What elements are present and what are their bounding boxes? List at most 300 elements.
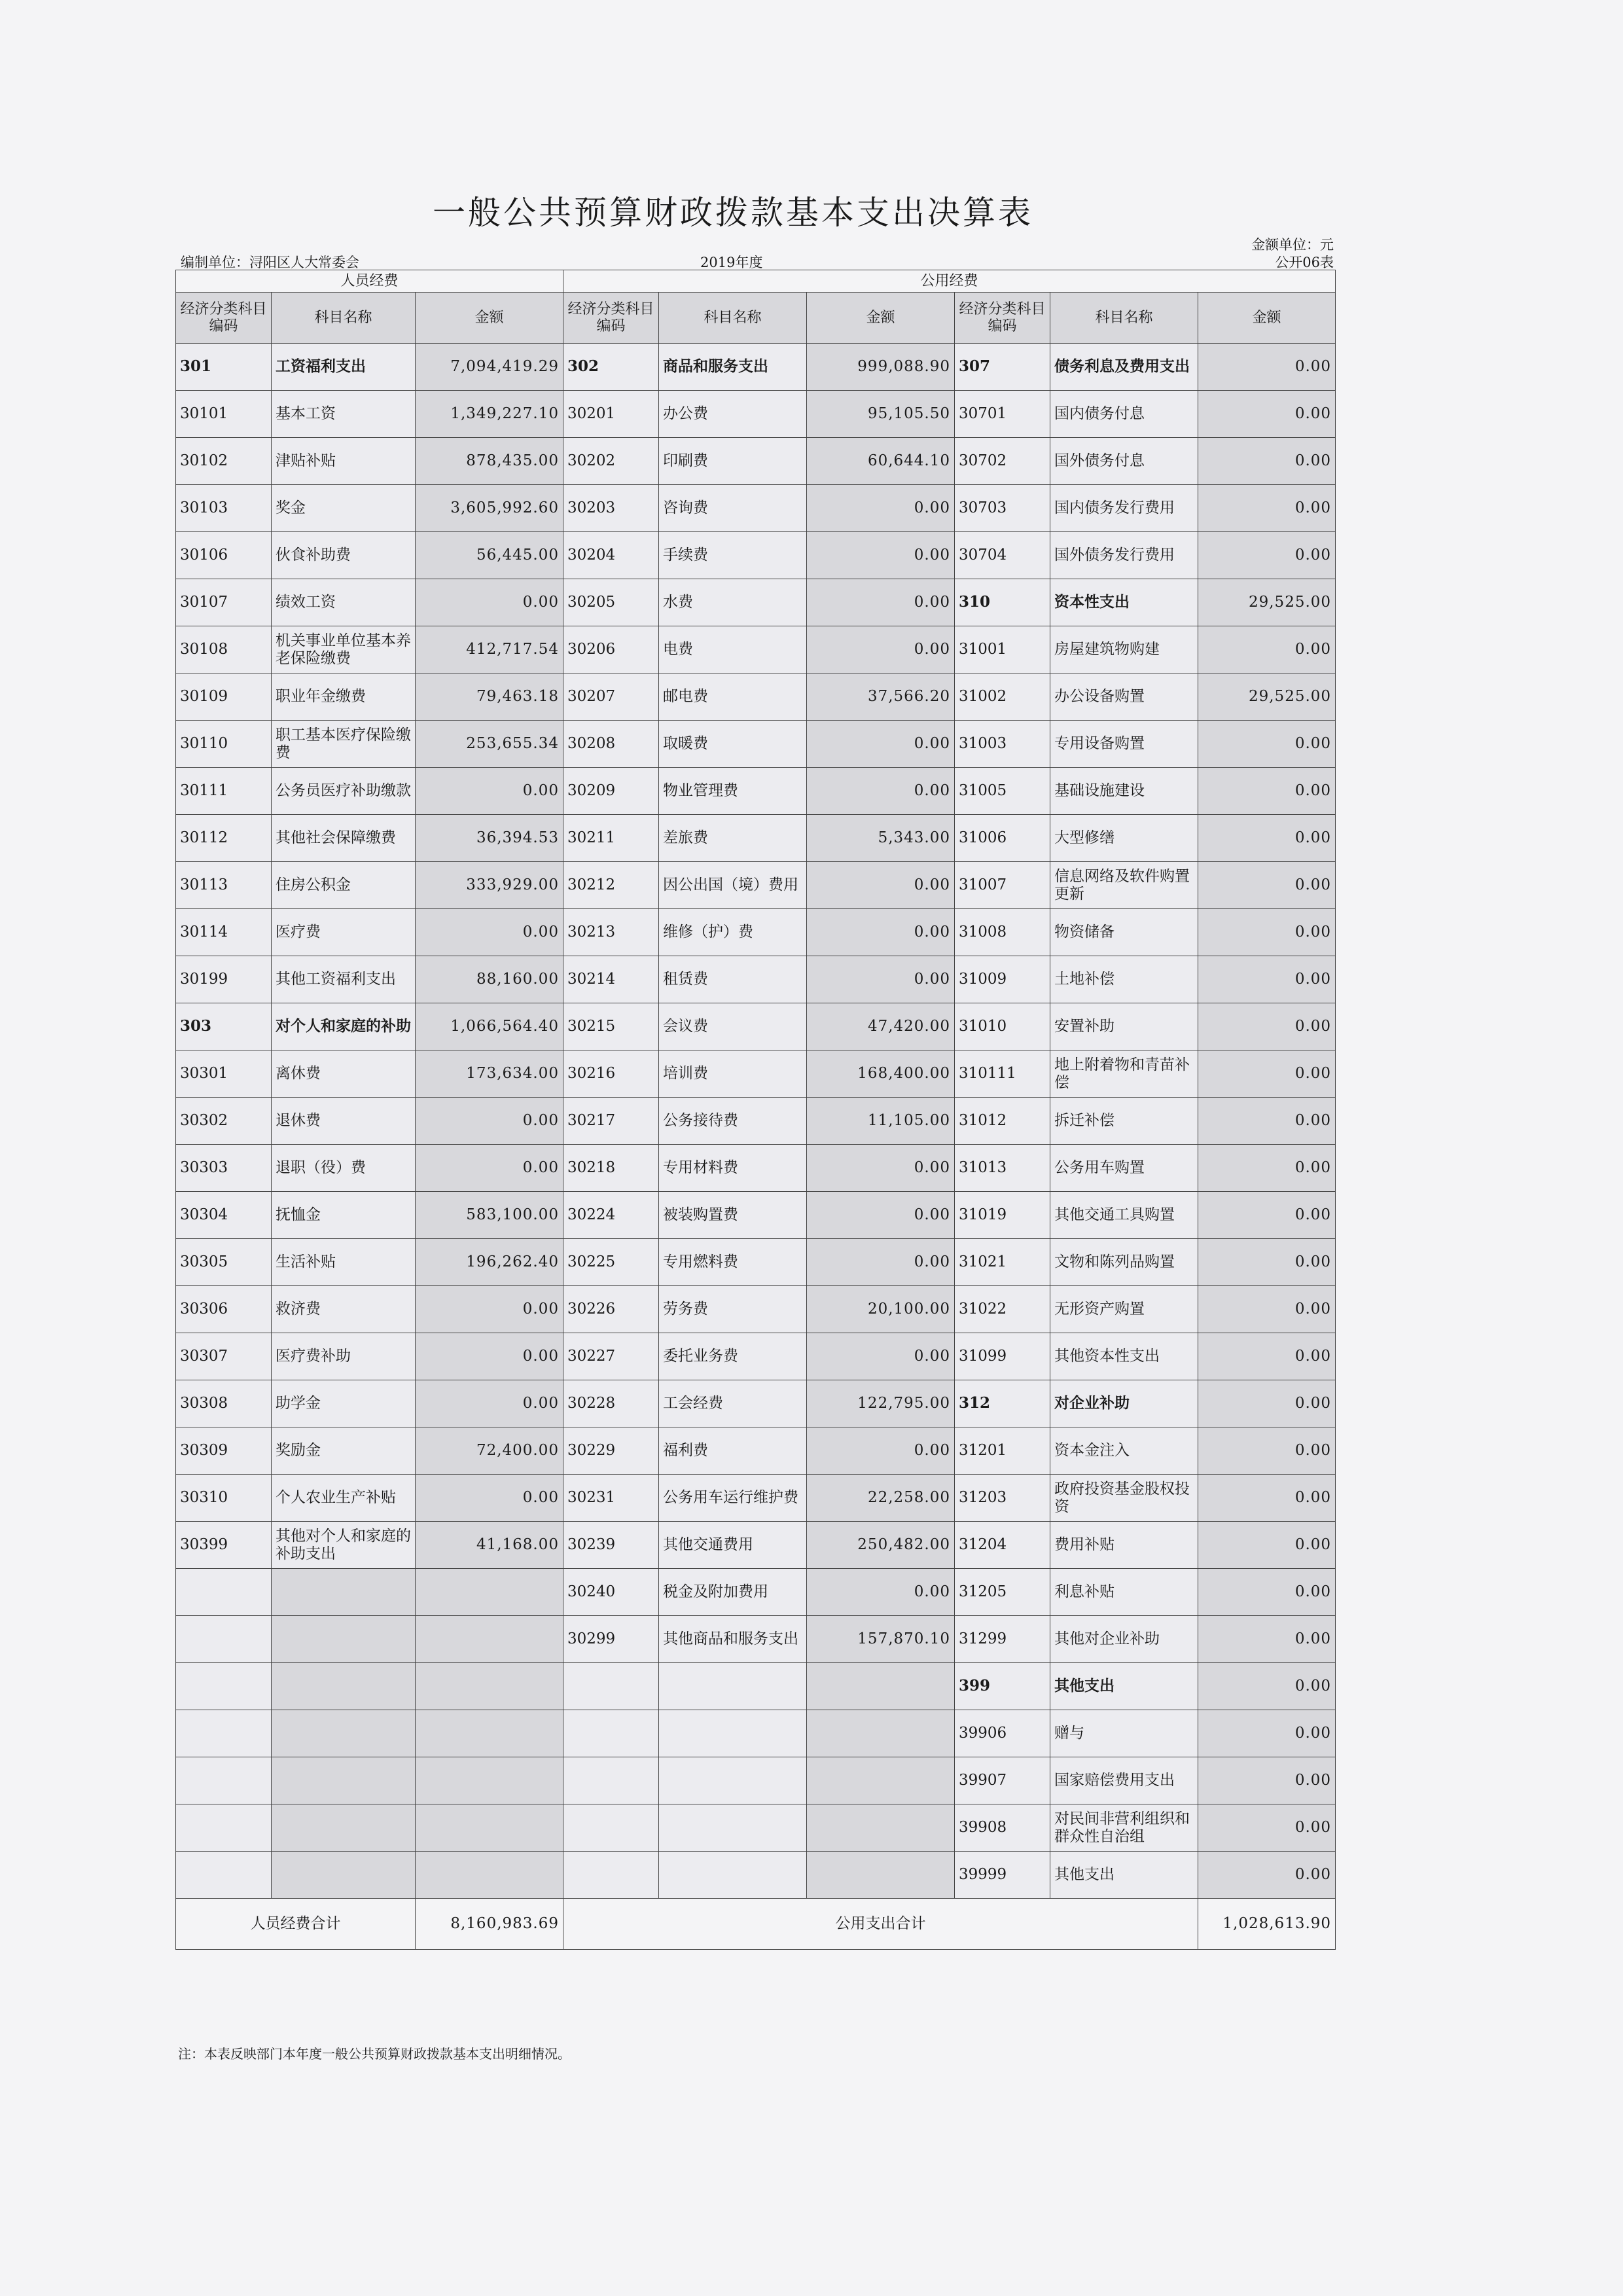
public-amount-cell: 0.00 xyxy=(807,485,955,532)
public-amount-cell: 47,420.00 xyxy=(807,1003,955,1050)
public-code-cell: 307 xyxy=(955,344,1050,391)
public-code-cell: 30702 xyxy=(955,438,1050,485)
public-code-cell: 30299 xyxy=(563,1616,659,1663)
public-code-cell: 310 xyxy=(955,579,1050,626)
personnel-name-cell: 伙食补助费 xyxy=(272,532,416,579)
public-amount-cell: 0.00 xyxy=(1198,1050,1336,1098)
personnel-amount-cell: 56,445.00 xyxy=(416,532,563,579)
public-amount-cell: 0.00 xyxy=(807,532,955,579)
personnel-name-cell: 奖金 xyxy=(272,485,416,532)
personnel-name-cell: 救济费 xyxy=(272,1286,416,1333)
public-name-cell: 拆迁补偿 xyxy=(1050,1098,1198,1145)
personnel-name-cell: 职工基本医疗保险缴费 xyxy=(272,721,416,768)
public-amount-cell: 0.00 xyxy=(807,1569,955,1616)
public-code-cell: 31012 xyxy=(955,1098,1050,1145)
public-code-cell: 30228 xyxy=(563,1380,659,1427)
personnel-amount-cell: 1,066,564.40 xyxy=(416,1003,563,1050)
header-code: 经济分类科目编码 xyxy=(955,293,1050,344)
personnel-amount-cell: 0.00 xyxy=(416,1475,563,1522)
public-amount-cell: 0.00 xyxy=(1198,1663,1336,1710)
public-amount-cell: 0.00 xyxy=(1198,1003,1336,1050)
public-amount-cell: 29,525.00 xyxy=(1198,579,1336,626)
public-code-cell: 30226 xyxy=(563,1286,659,1333)
personnel-name-cell: 个人农业生产补贴 xyxy=(272,1475,416,1522)
public-code-cell: 30224 xyxy=(563,1192,659,1239)
public-amount-cell: 0.00 xyxy=(1198,909,1336,956)
public-name-cell: 手续费 xyxy=(659,532,807,579)
public-code-cell: 31201 xyxy=(955,1427,1050,1475)
table-row xyxy=(176,1050,1336,1098)
public-name-cell: 赠与 xyxy=(1050,1710,1198,1757)
personnel-amount-cell xyxy=(416,1757,563,1804)
public-code-cell: 31005 xyxy=(955,768,1050,815)
public-code-cell: 30201 xyxy=(563,391,659,438)
page-title: 一般公共预算财政拨款基本支出决算表 xyxy=(433,194,1033,232)
public-amount-cell: 0.00 xyxy=(807,768,955,815)
public-code-cell: 310111 xyxy=(955,1050,1050,1098)
personnel-amount-cell xyxy=(416,1852,563,1899)
amount-unit: 金额单位：元 xyxy=(1251,237,1334,253)
table-row xyxy=(176,1757,1336,1804)
public-name-cell: 费用补贴 xyxy=(1050,1522,1198,1569)
public-code-cell: 30701 xyxy=(955,391,1050,438)
personnel-name-cell: 助学金 xyxy=(272,1380,416,1427)
public-name-cell: 税金及附加费用 xyxy=(659,1569,807,1616)
personnel-code-cell: 30307 xyxy=(176,1333,272,1380)
header-amount: 金额 xyxy=(416,293,563,344)
public-name-cell: 公务接待费 xyxy=(659,1098,807,1145)
public-name-cell: 培训费 xyxy=(659,1050,807,1098)
public-amount-cell: 0.00 xyxy=(1198,815,1336,862)
public-code-cell: 312 xyxy=(955,1380,1050,1427)
table-row xyxy=(176,956,1336,1003)
table-row xyxy=(176,344,1336,391)
table-row xyxy=(176,1003,1336,1050)
personnel-amount-cell: 0.00 xyxy=(416,1286,563,1333)
personnel-code-cell: 30305 xyxy=(176,1239,272,1286)
public-amount-cell: 0.00 xyxy=(807,1192,955,1239)
public-name-cell: 被装购置费 xyxy=(659,1192,807,1239)
personnel-name-cell: 医疗费 xyxy=(272,909,416,956)
public-name-cell: 房屋建筑物购建 xyxy=(1050,626,1198,673)
personnel-name-cell: 退职（役）费 xyxy=(272,1145,416,1192)
public-name-cell: 其他交通工具购置 xyxy=(1050,1192,1198,1239)
fiscal-year: 2019年度 xyxy=(700,255,763,270)
public-code-cell: 31204 xyxy=(955,1522,1050,1569)
personnel-name-cell xyxy=(272,1852,416,1899)
public-code-cell: 39908 xyxy=(955,1804,1050,1852)
personnel-name-cell: 离休费 xyxy=(272,1050,416,1098)
personnel-amount-cell xyxy=(416,1616,563,1663)
public-amount-cell: 0.00 xyxy=(1198,532,1336,579)
public-name-cell xyxy=(659,1757,807,1804)
personnel-code-cell: 30103 xyxy=(176,485,272,532)
personnel-code-cell: 30303 xyxy=(176,1145,272,1192)
personnel-name-cell xyxy=(272,1663,416,1710)
table-row xyxy=(176,1852,1336,1899)
personnel-code-cell: 30304 xyxy=(176,1192,272,1239)
table-row xyxy=(176,721,1336,768)
table-row xyxy=(176,1522,1336,1569)
personnel-code-cell: 30109 xyxy=(176,673,272,721)
personnel-amount-cell: 7,094,419.29 xyxy=(416,344,563,391)
personnel-amount-cell: 0.00 xyxy=(416,1098,563,1145)
personnel-name-cell xyxy=(272,1804,416,1852)
public-amount-cell: 0.00 xyxy=(1198,1427,1336,1475)
public-name-cell xyxy=(659,1710,807,1757)
public-name-cell: 租赁费 xyxy=(659,956,807,1003)
personnel-name-cell xyxy=(272,1710,416,1757)
personnel-code-cell xyxy=(176,1569,272,1616)
table-row xyxy=(176,391,1336,438)
public-name-cell xyxy=(659,1852,807,1899)
public-code-cell: 30207 xyxy=(563,673,659,721)
public-code-cell: 31022 xyxy=(955,1286,1050,1333)
public-code-cell: 30225 xyxy=(563,1239,659,1286)
public-name-cell: 利息补贴 xyxy=(1050,1569,1198,1616)
personnel-code-cell: 30106 xyxy=(176,532,272,579)
personnel-name-cell xyxy=(272,1616,416,1663)
public-code-cell: 30240 xyxy=(563,1569,659,1616)
header-name: 科目名称 xyxy=(659,293,807,344)
table-row xyxy=(176,579,1336,626)
public-amount-cell: 157,870.10 xyxy=(807,1616,955,1663)
public-amount-cell: 37,566.20 xyxy=(807,673,955,721)
personnel-amount-cell: 36,394.53 xyxy=(416,815,563,862)
personnel-code-cell: 30110 xyxy=(176,721,272,768)
personnel-code-cell xyxy=(176,1710,272,1757)
personnel-name-cell: 机关事业单位基本养老保险缴费 xyxy=(272,626,416,673)
public-code-cell: 31021 xyxy=(955,1239,1050,1286)
public-code-cell: 31002 xyxy=(955,673,1050,721)
personnel-amount-cell: 253,655.34 xyxy=(416,721,563,768)
personnel-code-cell: 30108 xyxy=(176,626,272,673)
public-name-cell: 其他支出 xyxy=(1050,1852,1198,1899)
public-code-cell: 30209 xyxy=(563,768,659,815)
personnel-code-cell: 30302 xyxy=(176,1098,272,1145)
public-amount-cell xyxy=(807,1710,955,1757)
personnel-amount-cell xyxy=(416,1710,563,1757)
public-name-cell: 专用设备购置 xyxy=(1050,721,1198,768)
personnel-code-cell xyxy=(176,1663,272,1710)
public-code-cell: 31019 xyxy=(955,1192,1050,1239)
personnel-amount-cell: 0.00 xyxy=(416,1333,563,1380)
public-amount-cell: 0.00 xyxy=(807,1333,955,1380)
personnel-code-cell: 30306 xyxy=(176,1286,272,1333)
public-code-cell: 31001 xyxy=(955,626,1050,673)
public-amount-cell: 0.00 xyxy=(1198,1569,1336,1616)
table-row xyxy=(176,768,1336,815)
personnel-code-cell: 30308 xyxy=(176,1380,272,1427)
table-row xyxy=(176,1427,1336,1475)
personnel-name-cell: 其他对个人和家庭的补助支出 xyxy=(272,1522,416,1569)
personnel-amount-cell: 0.00 xyxy=(416,909,563,956)
table-row xyxy=(176,1239,1336,1286)
public-code-cell: 302 xyxy=(563,344,659,391)
table-row xyxy=(176,1380,1336,1427)
personnel-name-cell xyxy=(272,1569,416,1616)
table-row xyxy=(176,1569,1336,1616)
public-name-cell: 商品和服务支出 xyxy=(659,344,807,391)
public-name-cell: 国外债务付息 xyxy=(1050,438,1198,485)
personnel-name-cell: 其他社会保障缴费 xyxy=(272,815,416,862)
compiling-unit: 编制单位：浔阳区人大常委会 xyxy=(181,255,359,270)
public-amount-cell xyxy=(807,1757,955,1804)
table-row xyxy=(176,815,1336,862)
public-amount-cell: 0.00 xyxy=(807,1427,955,1475)
personnel-name-cell: 工资福利支出 xyxy=(272,344,416,391)
personnel-name-cell xyxy=(272,1757,416,1804)
public-code-cell: 30231 xyxy=(563,1475,659,1522)
public-name-cell: 国外债务发行费用 xyxy=(1050,532,1198,579)
public-code-cell: 30227 xyxy=(563,1333,659,1380)
public-code-cell: 30229 xyxy=(563,1427,659,1475)
public-name-cell: 信息网络及软件购置更新 xyxy=(1050,862,1198,909)
public-code-cell: 31003 xyxy=(955,721,1050,768)
personnel-name-cell: 对个人和家庭的补助 xyxy=(272,1003,416,1050)
public-amount-cell: 22,258.00 xyxy=(807,1475,955,1522)
header-amount: 金额 xyxy=(1198,293,1336,344)
personnel-amount-cell: 88,160.00 xyxy=(416,956,563,1003)
public-name-cell: 资本金注入 xyxy=(1050,1427,1198,1475)
table-row xyxy=(176,1333,1336,1380)
group-header-personnel: 人员经费 xyxy=(176,270,563,293)
footnote: 注：本表反映部门本年度一般公共预算财政拨款基本支出明细情况。 xyxy=(178,2046,571,2062)
public-name-cell: 其他对企业补助 xyxy=(1050,1616,1198,1663)
header-code: 经济分类科目编码 xyxy=(176,293,272,344)
public-code-cell xyxy=(563,1804,659,1852)
public-name-cell: 安置补助 xyxy=(1050,1003,1198,1050)
public-name-cell: 取暖费 xyxy=(659,721,807,768)
personnel-code-cell: 30309 xyxy=(176,1427,272,1475)
public-code-cell xyxy=(563,1757,659,1804)
public-name-cell: 无形资产购置 xyxy=(1050,1286,1198,1333)
public-code-cell: 31008 xyxy=(955,909,1050,956)
table-row xyxy=(176,1192,1336,1239)
table-row xyxy=(176,626,1336,673)
public-name-cell: 印刷费 xyxy=(659,438,807,485)
personnel-code-cell xyxy=(176,1804,272,1852)
public-name-cell: 国内债务付息 xyxy=(1050,391,1198,438)
personnel-amount-cell: 0.00 xyxy=(416,1380,563,1427)
public-amount-cell: 0.00 xyxy=(807,909,955,956)
personnel-code-cell: 30114 xyxy=(176,909,272,956)
public-name-cell: 维修（护）费 xyxy=(659,909,807,956)
personnel-amount-cell xyxy=(416,1804,563,1852)
public-amount-cell: 0.00 xyxy=(1198,626,1336,673)
table-row xyxy=(176,1616,1336,1663)
public-name-cell: 差旅费 xyxy=(659,815,807,862)
public-amount-cell xyxy=(807,1663,955,1710)
public-code-cell: 31010 xyxy=(955,1003,1050,1050)
public-code-cell: 30703 xyxy=(955,485,1050,532)
public-amount-cell: 0.00 xyxy=(1198,1380,1336,1427)
public-amount-cell: 0.00 xyxy=(1198,344,1336,391)
table-row xyxy=(176,438,1336,485)
public-code-cell: 30217 xyxy=(563,1098,659,1145)
public-code-cell: 30211 xyxy=(563,815,659,862)
public-name-cell: 劳务费 xyxy=(659,1286,807,1333)
public-amount-cell: 0.00 xyxy=(807,626,955,673)
public-amount-cell: 0.00 xyxy=(1198,438,1336,485)
public-code-cell: 31009 xyxy=(955,956,1050,1003)
public-amount-cell: 0.00 xyxy=(807,862,955,909)
public-name-cell: 物资储备 xyxy=(1050,909,1198,956)
personnel-code-cell: 30111 xyxy=(176,768,272,815)
public-amount-cell: 0.00 xyxy=(1198,956,1336,1003)
table-row xyxy=(176,673,1336,721)
personnel-total-amount: 8,160,983.69 xyxy=(416,1899,563,1950)
public-name-cell: 文物和陈列品购置 xyxy=(1050,1239,1198,1286)
totals-row xyxy=(176,1899,1336,1950)
public-amount-cell: 0.00 xyxy=(807,1239,955,1286)
personnel-code-cell: 30112 xyxy=(176,815,272,862)
public-amount-cell: 122,795.00 xyxy=(807,1380,955,1427)
personnel-name-cell: 公务员医疗补助缴款 xyxy=(272,768,416,815)
personnel-code-cell: 30399 xyxy=(176,1522,272,1569)
public-name-cell: 大型修缮 xyxy=(1050,815,1198,862)
public-name-cell: 办公费 xyxy=(659,391,807,438)
public-code-cell: 31205 xyxy=(955,1569,1050,1616)
public-amount-cell: 0.00 xyxy=(1198,1852,1336,1899)
public-code-cell: 30215 xyxy=(563,1003,659,1050)
personnel-amount-cell: 0.00 xyxy=(416,579,563,626)
public-amount-cell: 0.00 xyxy=(807,956,955,1003)
public-amount-cell: 0.00 xyxy=(1198,1192,1336,1239)
header-code: 经济分类科目编码 xyxy=(563,293,659,344)
public-code-cell: 39906 xyxy=(955,1710,1050,1757)
public-amount-cell: 0.00 xyxy=(1198,721,1336,768)
public-amount-cell: 0.00 xyxy=(1198,1098,1336,1145)
public-amount-cell: 0.00 xyxy=(1198,1522,1336,1569)
table-row xyxy=(176,1286,1336,1333)
personnel-amount-cell xyxy=(416,1569,563,1616)
public-name-cell: 地上附着物和青苗补偿 xyxy=(1050,1050,1198,1098)
public-name-cell: 专用燃料费 xyxy=(659,1239,807,1286)
public-name-cell: 其他资本性支出 xyxy=(1050,1333,1198,1380)
personnel-code-cell: 30107 xyxy=(176,579,272,626)
public-code-cell: 39907 xyxy=(955,1757,1050,1804)
public-name-cell: 专用材料费 xyxy=(659,1145,807,1192)
expenditure-table xyxy=(175,270,1336,1950)
public-amount-cell: 0.00 xyxy=(1198,862,1336,909)
personnel-amount-cell: 878,435.00 xyxy=(416,438,563,485)
public-code-cell: 31013 xyxy=(955,1145,1050,1192)
public-amount-cell: 0.00 xyxy=(1198,1757,1336,1804)
personnel-name-cell: 其他工资福利支出 xyxy=(272,956,416,1003)
public-amount-cell: 20,100.00 xyxy=(807,1286,955,1333)
public-code-cell: 30213 xyxy=(563,909,659,956)
public-name-cell: 因公出国（境）费用 xyxy=(659,862,807,909)
public-name-cell: 邮电费 xyxy=(659,673,807,721)
public-amount-cell: 250,482.00 xyxy=(807,1522,955,1569)
public-amount-cell xyxy=(807,1804,955,1852)
personnel-name-cell: 医疗费补助 xyxy=(272,1333,416,1380)
personnel-amount-cell: 3,605,992.60 xyxy=(416,485,563,532)
public-code-cell: 30202 xyxy=(563,438,659,485)
personnel-code-cell: 30101 xyxy=(176,391,272,438)
public-name-cell: 会议费 xyxy=(659,1003,807,1050)
personnel-name-cell: 住房公积金 xyxy=(272,862,416,909)
personnel-code-cell: 301 xyxy=(176,344,272,391)
public-name-cell: 其他支出 xyxy=(1050,1663,1198,1710)
table-row xyxy=(176,909,1336,956)
table-row xyxy=(176,1145,1336,1192)
table-row xyxy=(176,532,1336,579)
public-amount-cell: 95,105.50 xyxy=(807,391,955,438)
public-code-cell: 30205 xyxy=(563,579,659,626)
public-amount-cell xyxy=(807,1852,955,1899)
public-name-cell: 对民间非营利组织和群众性自治组 xyxy=(1050,1804,1198,1852)
public-name-cell: 咨询费 xyxy=(659,485,807,532)
personnel-code-cell xyxy=(176,1852,272,1899)
personnel-amount-cell: 0.00 xyxy=(416,768,563,815)
public-amount-cell: 999,088.90 xyxy=(807,344,955,391)
public-code-cell: 30206 xyxy=(563,626,659,673)
public-name-cell: 其他商品和服务支出 xyxy=(659,1616,807,1663)
public-name-cell: 土地补偿 xyxy=(1050,956,1198,1003)
personnel-amount-cell: 412,717.54 xyxy=(416,626,563,673)
public-code-cell xyxy=(563,1663,659,1710)
public-code-cell: 30214 xyxy=(563,956,659,1003)
personnel-amount-cell: 333,929.00 xyxy=(416,862,563,909)
public-amount-cell: 0.00 xyxy=(1198,768,1336,815)
personnel-amount-cell: 0.00 xyxy=(416,1145,563,1192)
table-row xyxy=(176,1663,1336,1710)
public-code-cell: 31006 xyxy=(955,815,1050,862)
public-amount-cell: 0.00 xyxy=(1198,1475,1336,1522)
public-name-cell: 其他交通费用 xyxy=(659,1522,807,1569)
personnel-code-cell: 303 xyxy=(176,1003,272,1050)
public-amount-cell: 0.00 xyxy=(1198,1145,1336,1192)
personnel-name-cell: 职业年金缴费 xyxy=(272,673,416,721)
personnel-code-cell: 30301 xyxy=(176,1050,272,1098)
personnel-amount-cell: 72,400.00 xyxy=(416,1427,563,1475)
public-name-cell: 办公设备购置 xyxy=(1050,673,1198,721)
public-code-cell xyxy=(563,1852,659,1899)
personnel-name-cell: 抚恤金 xyxy=(272,1192,416,1239)
public-name-cell: 国内债务发行费用 xyxy=(1050,485,1198,532)
public-amount-cell: 0.00 xyxy=(807,1145,955,1192)
personnel-code-cell: 30102 xyxy=(176,438,272,485)
public-amount-cell: 0.00 xyxy=(1198,1804,1336,1852)
public-amount-cell: 5,343.00 xyxy=(807,815,955,862)
header-amount: 金额 xyxy=(807,293,955,344)
personnel-amount-cell: 583,100.00 xyxy=(416,1192,563,1239)
public-name-cell: 公务用车运行维护费 xyxy=(659,1475,807,1522)
personnel-code-cell xyxy=(176,1616,272,1663)
public-amount-cell: 0.00 xyxy=(1198,485,1336,532)
public-code-cell: 31203 xyxy=(955,1475,1050,1522)
public-name-cell: 政府投资基金股权投资 xyxy=(1050,1475,1198,1522)
public-name-cell: 资本性支出 xyxy=(1050,579,1198,626)
public-code-cell: 31099 xyxy=(955,1333,1050,1380)
personnel-amount-cell: 41,168.00 xyxy=(416,1522,563,1569)
group-header-public: 公用经费 xyxy=(563,270,1336,293)
public-name-cell: 委托业务费 xyxy=(659,1333,807,1380)
table-code: 公开06表 xyxy=(1275,255,1334,270)
personnel-amount-cell xyxy=(416,1663,563,1710)
public-code-cell: 30239 xyxy=(563,1522,659,1569)
public-amount-cell: 0.00 xyxy=(1198,1286,1336,1333)
public-amount-cell: 168,400.00 xyxy=(807,1050,955,1098)
public-amount-cell: 0.00 xyxy=(1198,1333,1336,1380)
public-code-cell: 399 xyxy=(955,1663,1050,1710)
public-name-cell: 国家赔偿费用支出 xyxy=(1050,1757,1198,1804)
personnel-name-cell: 退休费 xyxy=(272,1098,416,1145)
public-code-cell: 30208 xyxy=(563,721,659,768)
public-name-cell: 基础设施建设 xyxy=(1050,768,1198,815)
